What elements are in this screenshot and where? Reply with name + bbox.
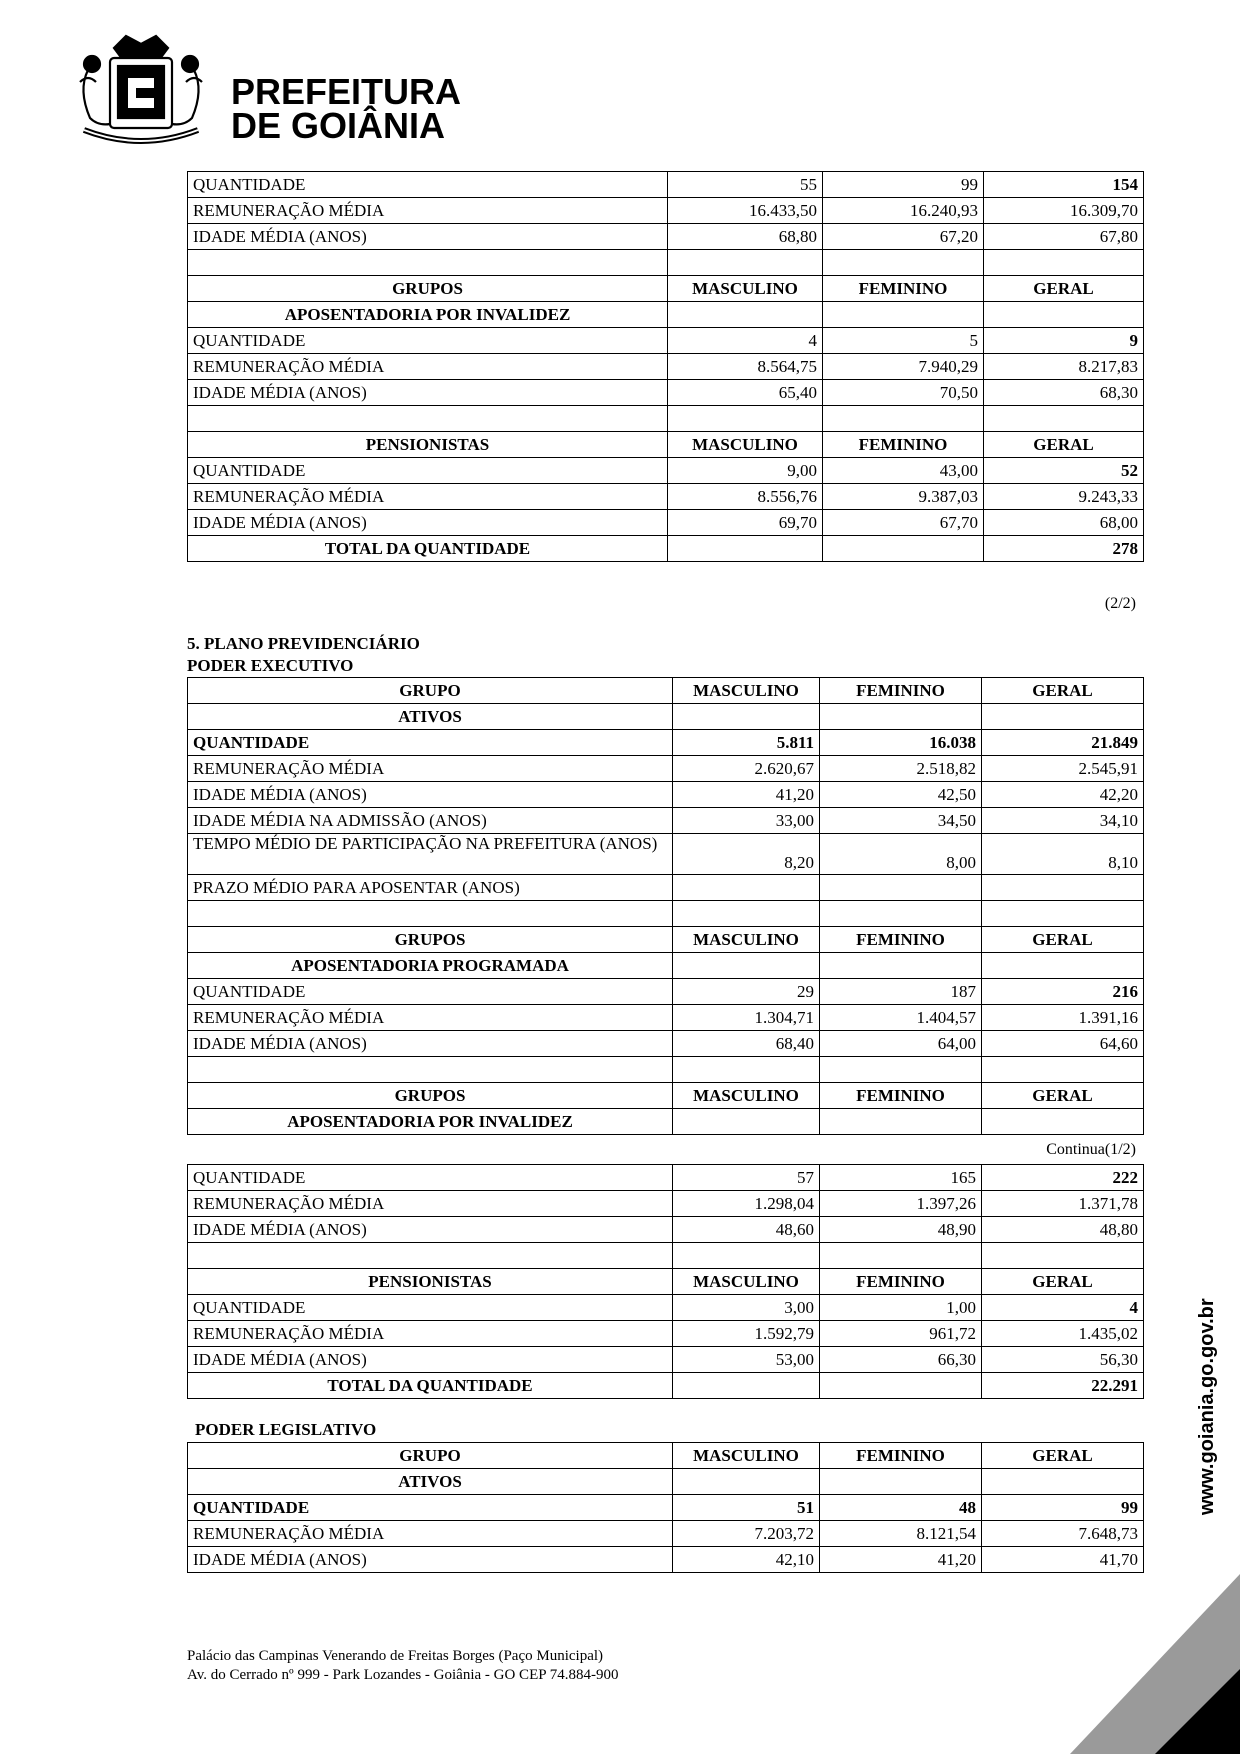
page-header (66, 30, 462, 160)
subheader-row (188, 953, 1144, 979)
continuation-table-block (187, 171, 1143, 562)
subheader-label: ATIVOS (188, 704, 673, 730)
cell-feminino: 165 (820, 1165, 982, 1191)
cell-feminino: 7.940,29 (823, 354, 984, 380)
cell-geral: 42,20 (982, 782, 1144, 808)
header-masculino: MASCULINO (673, 1443, 820, 1469)
subheader-row (188, 1469, 1144, 1495)
row-label: QUANTIDADE (188, 172, 668, 198)
cell-feminino: 1.404,57 (820, 1005, 982, 1031)
row-label: IDADE MÉDIA (ANOS) (188, 510, 668, 536)
blank-row (188, 1057, 1144, 1083)
executivo-table (187, 677, 1144, 1135)
cell-feminino: 48,90 (820, 1217, 982, 1243)
subheader-row (188, 1109, 1144, 1135)
cell-geral: 68,30 (984, 380, 1144, 406)
section-subtitle: PODER EXECUTIVO (187, 656, 354, 675)
header-feminino: FEMININO (820, 1269, 982, 1295)
cell-masculino: 5.811 (673, 730, 820, 756)
header-geral: GERAL (982, 678, 1144, 704)
cell-feminino: 5 (823, 328, 984, 354)
cell-geral: 41,70 (982, 1547, 1144, 1573)
table-row (188, 808, 1144, 834)
site-url: www.goiania.go.gov.br (1196, 1298, 1218, 1515)
brand-name (231, 71, 462, 146)
header-grupo: GRUPOS (188, 927, 673, 953)
header-grupo: GRUPOS (188, 1083, 673, 1109)
table-row (188, 1031, 1144, 1057)
cell-geral: 1.371,78 (982, 1191, 1144, 1217)
row-label: QUANTIDADE (188, 458, 668, 484)
table-row (188, 198, 1144, 224)
header-grupo: PENSIONISTAS (188, 432, 668, 458)
cell-geral: 2.545,91 (982, 756, 1144, 782)
cell-feminino: 2.518,82 (820, 756, 982, 782)
cell-masculino: 8.564,75 (668, 354, 823, 380)
total-value: 278 (984, 536, 1144, 562)
cell-geral: 16.309,70 (984, 198, 1144, 224)
cell-masculino: 33,00 (673, 808, 820, 834)
table-row (188, 458, 1144, 484)
cell-feminino: 43,00 (823, 458, 984, 484)
cell-geral: 222 (982, 1165, 1144, 1191)
row-label: QUANTIDADE (188, 979, 673, 1005)
legislativo-title: PODER LEGISLATIVO (195, 1420, 377, 1439)
row-label: IDADE MÉDIA (ANOS) (188, 1547, 673, 1573)
table-row (188, 172, 1144, 198)
blank-row (188, 406, 1144, 432)
total-row (188, 1373, 1144, 1399)
header-grupo: GRUPOS (188, 276, 668, 302)
legislativo-table (187, 1442, 1144, 1573)
header-geral: GERAL (982, 1269, 1144, 1295)
cell-masculino: 1.592,79 (673, 1321, 820, 1347)
header-geral: GERAL (982, 1083, 1144, 1109)
cell-masculino: 48,60 (673, 1217, 820, 1243)
header-masculino: MASCULINO (673, 1083, 820, 1109)
brand-line-1: PREFEITURA (231, 71, 462, 112)
cell-masculino: 1.304,71 (673, 1005, 820, 1031)
row-label: IDADE MÉDIA (ANOS) (188, 782, 673, 808)
cell-masculino: 8.556,76 (668, 484, 823, 510)
cell-feminino: 66,30 (820, 1347, 982, 1373)
continuation-table (187, 171, 1144, 562)
row-label: REMUNERAÇÃO MÉDIA (188, 354, 668, 380)
cell-geral: 34,10 (982, 808, 1144, 834)
cell-feminino: 34,50 (820, 808, 982, 834)
cell-feminino: 1,00 (820, 1295, 982, 1321)
table-row (188, 782, 1144, 808)
header-geral: GERAL (984, 276, 1144, 302)
blank-row (188, 901, 1144, 927)
row-label: QUANTIDADE (188, 1295, 673, 1321)
table-row (188, 875, 1144, 901)
cell-geral: 4 (982, 1295, 1144, 1321)
table-row (188, 510, 1144, 536)
cell-masculino: 42,10 (673, 1547, 820, 1573)
cell-geral: 216 (982, 979, 1144, 1005)
cell-masculino: 16.433,50 (668, 198, 823, 224)
cell-geral: 7.648,73 (982, 1521, 1144, 1547)
total-row (188, 536, 1144, 562)
total-label: TOTAL DA QUANTIDADE (188, 536, 668, 562)
row-label: IDADE MÉDIA NA ADMISSÃO (ANOS) (188, 808, 673, 834)
subheader-row (188, 704, 1144, 730)
table-row (188, 979, 1144, 1005)
header-grupo: GRUPO (188, 1443, 673, 1469)
row-label: QUANTIDADE (188, 1165, 673, 1191)
cell-geral: 8.217,83 (984, 354, 1144, 380)
table-row (188, 1547, 1144, 1573)
cell-geral: 8,10 (982, 834, 1144, 875)
executivo-table-continued (187, 1164, 1144, 1399)
row-label: REMUNERAÇÃO MÉDIA (188, 484, 668, 510)
cell-geral: 52 (984, 458, 1144, 484)
table-row (188, 354, 1144, 380)
cell-geral: 1.391,16 (982, 1005, 1144, 1031)
total-label: TOTAL DA QUANTIDADE (188, 1373, 673, 1399)
row-label: REMUNERAÇÃO MÉDIA (188, 1191, 673, 1217)
header-grupo: GRUPO (188, 678, 673, 704)
header-row (188, 927, 1144, 953)
header-row (188, 1083, 1144, 1109)
continua-note: Continua(1/2) (1046, 1141, 1136, 1158)
table-row (188, 1521, 1144, 1547)
header-row (188, 432, 1144, 458)
cell-masculino: 51 (673, 1495, 820, 1521)
header-masculino: MASCULINO (668, 276, 823, 302)
cell-geral: 67,80 (984, 224, 1144, 250)
table-row (188, 1165, 1144, 1191)
cell-masculino: 41,20 (673, 782, 820, 808)
header-masculino: MASCULINO (673, 1269, 820, 1295)
cell-masculino: 57 (673, 1165, 820, 1191)
row-label: REMUNERAÇÃO MÉDIA (188, 1321, 673, 1347)
table-row (188, 1005, 1144, 1031)
cell-masculino: 8,20 (673, 834, 820, 875)
cell-geral: 56,30 (982, 1347, 1144, 1373)
table-row (188, 380, 1144, 406)
row-label: TEMPO MÉDIO DE PARTICIPAÇÃO NA PREFEITURA (ANOS) (188, 834, 673, 875)
row-label: REMUNERAÇÃO MÉDIA (188, 1005, 673, 1031)
blank-row (188, 250, 1144, 276)
cell-masculino: 29 (673, 979, 820, 1005)
header-feminino: FEMININO (820, 678, 982, 704)
executivo-table-cont-block (187, 1164, 1143, 1399)
legislativo-table-block (187, 1442, 1143, 1573)
cell-feminino: 64,00 (820, 1031, 982, 1057)
header-row (188, 1269, 1144, 1295)
cell-feminino: 41,20 (820, 1547, 982, 1573)
cell-feminino: 8,00 (820, 834, 982, 875)
cell-feminino: 187 (820, 979, 982, 1005)
cell-feminino: 48 (820, 1495, 982, 1521)
header-feminino: FEMININO (823, 432, 984, 458)
cell-geral: 99 (982, 1495, 1144, 1521)
table-row (188, 834, 1144, 875)
cell-geral: 9.243,33 (984, 484, 1144, 510)
row-label: QUANTIDADE (188, 1495, 673, 1521)
cell-masculino: 69,70 (668, 510, 823, 536)
cell-feminino: 42,50 (820, 782, 982, 808)
coat-of-arms-icon (66, 30, 216, 158)
row-label: IDADE MÉDIA (ANOS) (188, 1347, 673, 1373)
row-label: REMUNERAÇÃO MÉDIA (188, 198, 668, 224)
header-row (188, 276, 1144, 302)
section-title: 5. PLANO PREVIDENCIÁRIO (187, 634, 420, 653)
cell-masculino: 55 (668, 172, 823, 198)
header-row (188, 678, 1144, 704)
cell-feminino: 961,72 (820, 1321, 982, 1347)
cell-geral: 68,00 (984, 510, 1144, 536)
header-masculino: MASCULINO (673, 678, 820, 704)
cell-feminino: 16.240,93 (823, 198, 984, 224)
cell-feminino: 70,50 (823, 380, 984, 406)
cell-geral: 1.435,02 (982, 1321, 1144, 1347)
subheader-label: ATIVOS (188, 1469, 673, 1495)
cell-masculino: 3,00 (673, 1295, 820, 1321)
cell-feminino: 99 (823, 172, 984, 198)
row-label: REMUNERAÇÃO MÉDIA (188, 756, 673, 782)
table-row (188, 1191, 1144, 1217)
page-note: (2/2) (1104, 595, 1136, 612)
cell-feminino: 1.397,26 (820, 1191, 982, 1217)
header-grupo: PENSIONISTAS (188, 1269, 673, 1295)
header-geral: GERAL (982, 927, 1144, 953)
row-label: PRAZO MÉDIO PARA APOSENTAR (ANOS) (188, 875, 673, 901)
cell-masculino: 1.298,04 (673, 1191, 820, 1217)
cell-geral: 64,60 (982, 1031, 1144, 1057)
cell-masculino: 2.620,67 (673, 756, 820, 782)
table-row (188, 730, 1144, 756)
table-row (188, 1295, 1144, 1321)
cell-geral: 9 (984, 328, 1144, 354)
table-row (188, 328, 1144, 354)
header-feminino: FEMININO (820, 1443, 982, 1469)
cell-masculino: 9,00 (668, 458, 823, 484)
row-label: REMUNERAÇÃO MÉDIA (188, 1521, 673, 1547)
footer-line-2: Av. do Cerrado nº 999 - Park Lozandes - Goiânia - GO CEP 74.884-900 (187, 1667, 619, 1683)
table-row (188, 1495, 1144, 1521)
executivo-table-block (187, 677, 1143, 1135)
header-feminino: FEMININO (823, 276, 984, 302)
cell-feminino: 9.387,03 (823, 484, 984, 510)
header-geral: GERAL (982, 1443, 1144, 1469)
subheader-label: APOSENTADORIA POR INVALIDEZ (188, 1109, 673, 1135)
cell-masculino: 53,00 (673, 1347, 820, 1373)
cell-masculino: 68,80 (668, 224, 823, 250)
row-label: QUANTIDADE (188, 328, 668, 354)
corner-decoration-icon (1070, 1574, 1240, 1754)
header-row (188, 1443, 1144, 1469)
table-row (188, 1321, 1144, 1347)
subheader-row (188, 302, 1144, 328)
table-row (188, 1217, 1144, 1243)
cell-masculino: 68,40 (673, 1031, 820, 1057)
cell-geral: 21.849 (982, 730, 1144, 756)
header-masculino: MASCULINO (673, 927, 820, 953)
cell-masculino: 65,40 (668, 380, 823, 406)
total-value: 22.291 (982, 1373, 1144, 1399)
header-masculino: MASCULINO (668, 432, 823, 458)
blank-row (188, 1243, 1144, 1269)
cell-geral: 48,80 (982, 1217, 1144, 1243)
cell-masculino: 7.203,72 (673, 1521, 820, 1547)
header-feminino: FEMININO (820, 1083, 982, 1109)
header-feminino: FEMININO (820, 927, 982, 953)
subheader-label: APOSENTADORIA POR INVALIDEZ (188, 302, 668, 328)
table-row (188, 1347, 1144, 1373)
cell-feminino: 8.121,54 (820, 1521, 982, 1547)
cell-feminino: 67,20 (823, 224, 984, 250)
table-row (188, 484, 1144, 510)
row-label: IDADE MÉDIA (ANOS) (188, 380, 668, 406)
footer-line-1: Palácio das Campinas Venerando de Freitas Borges (Paço Municipal) (187, 1648, 604, 1664)
cell-feminino: 16.038 (820, 730, 982, 756)
cell-geral: 154 (984, 172, 1144, 198)
row-label: IDADE MÉDIA (ANOS) (188, 224, 668, 250)
subheader-label: APOSENTADORIA PROGRAMADA (188, 953, 673, 979)
row-label: IDADE MÉDIA (ANOS) (188, 1031, 673, 1057)
page-footer (187, 1647, 619, 1685)
row-label: IDADE MÉDIA (ANOS) (188, 1217, 673, 1243)
table-row (188, 756, 1144, 782)
brand-line-2: DE GOIÂNIA (231, 105, 446, 146)
header-geral: GERAL (984, 432, 1144, 458)
table-row (188, 224, 1144, 250)
cell-masculino: 4 (668, 328, 823, 354)
cell-feminino: 67,70 (823, 510, 984, 536)
row-label: QUANTIDADE (188, 730, 673, 756)
